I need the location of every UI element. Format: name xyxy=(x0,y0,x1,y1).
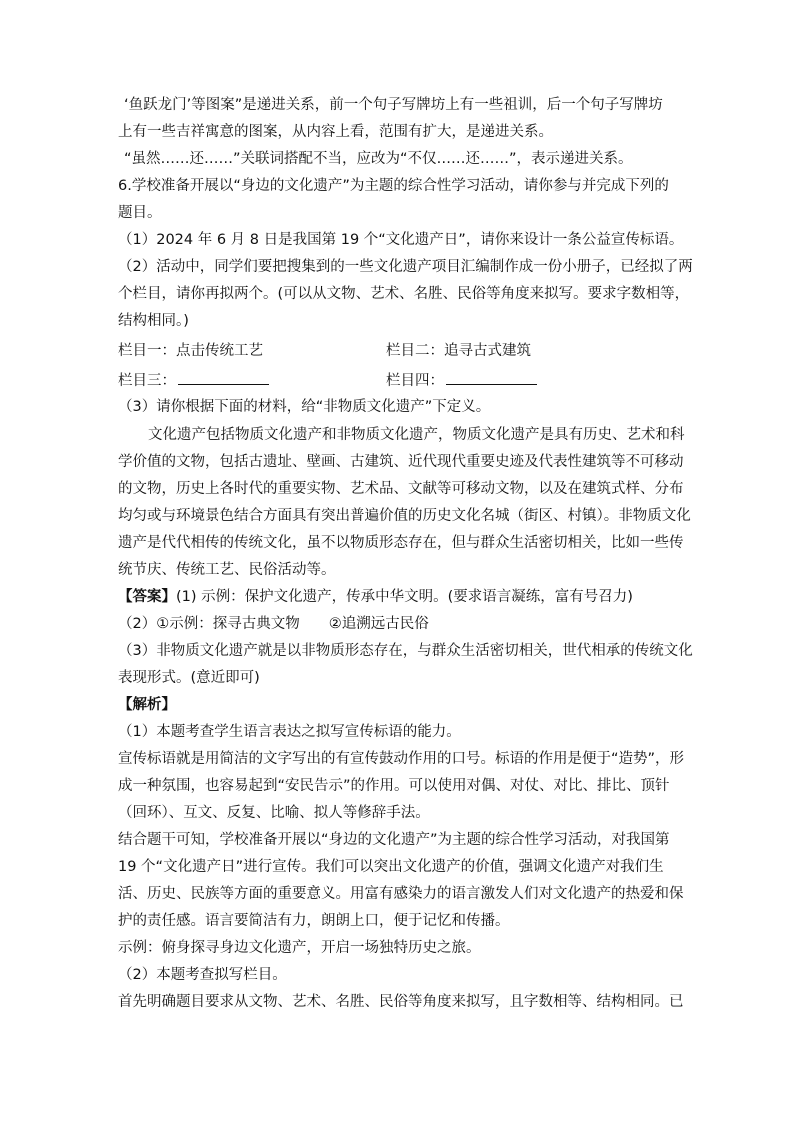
sub-question-1: （1）2024 年 6 月 8 日是我国第 19 个“文化遗产日”，请你来设计一条公益宣传标语。 xyxy=(118,232,684,248)
question-title: 6.学校准备开展以“身边的文化遗产”为主题的综合性学习活动，请你参与并完成下列的 xyxy=(118,178,669,194)
answer-line: （2）①示例：探寻古典文物 ②追溯远古民俗 xyxy=(118,616,429,632)
answer-blank xyxy=(446,368,537,385)
answer-blank xyxy=(178,368,269,385)
analysis-line: 护的责任感。语言要简洁有力，朗朗上口，便于记忆和传播。 xyxy=(118,913,510,929)
analysis-line: （1）本题考查学生语言表达之拟写宣传标语的能力。 xyxy=(118,724,461,740)
sub-question-2: 结构相同。) xyxy=(118,313,189,329)
sub-question-2: （2）活动中，同学们要把搜集到的一些文化遗产项目汇编制作成一份小册子，已经拟了两 xyxy=(118,259,693,275)
sub-question-3: （3）请你根据下面的材料，给“非物质文化遗产”下定义。 xyxy=(118,399,491,415)
analysis-line: （回环）、互文、反复、比喻、拟人等修辞手法。 xyxy=(118,805,430,821)
text-line: 上有一些吉祥寓意的图案，从内容上看，范围有扩大，是递进关系。 xyxy=(118,124,553,140)
material-line: 遗产是代代相传的传统文化，虽不以物质形态存在，但与群众生活密切相关，比如一些传 xyxy=(118,535,684,551)
analysis-tag: 【解析】 xyxy=(118,697,176,713)
text-line: “虽然……还……”关联词搭配不当，应改为“不仅……还……”，表示递进关系。 xyxy=(124,151,633,167)
text-line: ‘鱼跃龙门’等图案”是递进关系，前一个句子写牌坊上有一些祖训，后一个句子写牌坊 xyxy=(124,97,663,113)
material-line: 均匀或与环境景色结合方面具有突出普遍价值的历史文化名城（街区、村镇）。非物质文化 xyxy=(118,508,691,524)
analysis-line: 成一种氛围，也容易起到“安民告示”的作用。可以使用对偶、对仗、对比、排比、顶针 xyxy=(118,778,670,794)
sub-question-2: 个栏目，请你再拟两个。(可以从文物、艺术、名胜、民俗等角度来拟写。要求字数相等， xyxy=(118,286,690,302)
material-line: 学价值的文物，包括古遗址、壁画、古建筑、近代现代重要史迹及代表性建筑等不可移动 xyxy=(118,454,684,470)
analysis-line: 19 个“文化遗产日”进行宣传。我们可以突出文化遗产的价值，强调文化遗产对我们生 xyxy=(118,859,664,875)
analysis-line: （2）本题考查拟写栏目。 xyxy=(118,967,287,983)
answer-text: (1) 示例：保护文化遗产，传承中华文明。(要求语言凝练，富有号召力) xyxy=(176,589,633,605)
analysis-line: 示例：俯身探寻身边文化遗产，开启一场独特历史之旅。 xyxy=(118,940,481,956)
material-line: 统节庆、传统工艺、民俗活动等。 xyxy=(118,562,336,578)
column-label: 栏目一：点击传统工艺 xyxy=(118,343,263,359)
question-title: 题目。 xyxy=(118,205,162,221)
material-line: 的文物，历史上各时代的重要实物、艺术品、文献等可移动文物，以及在建筑式样、分布 xyxy=(118,481,684,497)
answer-line xyxy=(118,586,633,608)
analysis-line: 宣传标语就是用简洁的文字写出的有宣传鼓动作用的口号。标语的作用是便于“造势”，形 xyxy=(118,751,685,767)
answer-tag: 【答案】 xyxy=(118,589,176,605)
analysis-line: 活、历史、民族等方面的重要意义。用富有感染力的语言激发人们对文化遗产的热爱和保 xyxy=(118,886,684,902)
column-label: 栏目二：追寻古式建筑 xyxy=(386,343,531,359)
column-blank-3 xyxy=(118,368,269,390)
column-label: 栏目三： xyxy=(118,373,176,389)
analysis-line: 结合题干可知，学校准备开展以“身边的文化遗产”为主题的综合性学习活动，对我国第 xyxy=(118,832,670,848)
answer-line: （3）非物质文化遗产就是以非物质形态存在，与群众生活密切相关，世代相承的传统文化 xyxy=(118,643,693,659)
column-label: 栏目四： xyxy=(386,373,444,389)
analysis-line: 首先明确题目要求从文物、艺术、名胜、民俗等角度来拟写，且字数相等、结构相同。已 xyxy=(118,994,684,1010)
column-blank-4 xyxy=(386,368,537,390)
answer-line: 表现形式。(意近即可) xyxy=(118,670,260,686)
material-line: 文化遗产包括物质文化遗产和非物质文化遗产，物质文化遗产是具有历史、艺术和科 xyxy=(148,427,685,443)
